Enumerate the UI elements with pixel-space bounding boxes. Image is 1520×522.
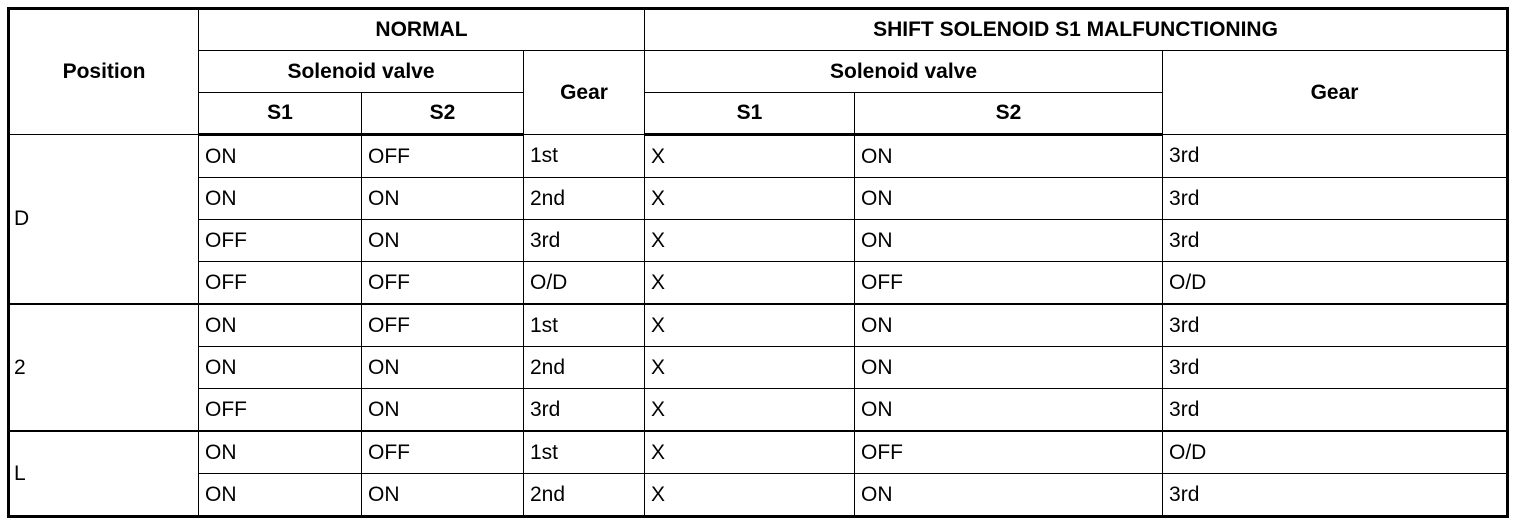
malfunction-s1-cell: X (645, 389, 855, 432)
normal-s1-cell: ON (199, 474, 362, 517)
table-body (9, 135, 1508, 517)
normal-s2-cell: OFF (362, 262, 524, 305)
normal-s1-cell: ON (199, 178, 362, 220)
table-row (9, 178, 1508, 220)
malfunction-gear-cell: 3rd (1163, 220, 1508, 262)
malfunction-s2-cell: OFF (855, 431, 1163, 474)
position-cell: 2 (9, 304, 199, 431)
normal-s1-cell: OFF (199, 220, 362, 262)
table-row (9, 304, 1508, 347)
normal-gear-cell: 3rd (524, 220, 645, 262)
malfunction-s1-cell: X (645, 474, 855, 517)
malfunction-s1-cell: X (645, 304, 855, 347)
normal-s1-cell: OFF (199, 389, 362, 432)
malfunction-gear-cell: O/D (1163, 431, 1508, 474)
malfunction-header: SHIFT SOLENOID S1 MALFUNCTIONING (645, 9, 1508, 51)
normal-s1-cell: OFF (199, 262, 362, 305)
solenoid-valve-malfunction-header: Solenoid valve (645, 51, 1163, 93)
normal-gear-cell: O/D (524, 262, 645, 305)
normal-s1-cell: ON (199, 304, 362, 347)
s2-normal-header: S2 (362, 93, 524, 135)
malfunction-gear-cell: 3rd (1163, 474, 1508, 517)
s1-malfunction-header: S1 (645, 93, 855, 135)
malfunction-gear-cell: O/D (1163, 262, 1508, 305)
malfunction-gear-cell: 3rd (1163, 347, 1508, 389)
malfunction-s2-cell: ON (855, 135, 1163, 178)
malfunction-s2-cell: ON (855, 304, 1163, 347)
normal-gear-cell: 1st (524, 135, 645, 178)
table-row (9, 347, 1508, 389)
table-row (9, 262, 1508, 305)
normal-s2-cell: OFF (362, 135, 524, 178)
malfunction-s2-cell: OFF (855, 262, 1163, 305)
normal-s2-cell: ON (362, 347, 524, 389)
normal-gear-cell: 1st (524, 304, 645, 347)
normal-gear-cell: 2nd (524, 474, 645, 517)
normal-header: NORMAL (199, 9, 645, 51)
malfunction-gear-cell: 3rd (1163, 135, 1508, 178)
malfunction-s2-cell: ON (855, 220, 1163, 262)
solenoid-gear-table (7, 7, 1509, 518)
normal-s2-cell: ON (362, 474, 524, 517)
normal-s2-cell: ON (362, 389, 524, 432)
malfunction-s2-cell: ON (855, 178, 1163, 220)
normal-s1-cell: ON (199, 431, 362, 474)
malfunction-s1-cell: X (645, 262, 855, 305)
normal-s2-cell: ON (362, 178, 524, 220)
table-row (9, 431, 1508, 474)
gear-malfunction-header: Gear (1163, 51, 1508, 135)
malfunction-gear-cell: 3rd (1163, 389, 1508, 432)
normal-s2-cell: ON (362, 220, 524, 262)
malfunction-s2-cell: ON (855, 474, 1163, 517)
s2-malfunction-header: S2 (855, 93, 1163, 135)
malfunction-s2-cell: ON (855, 389, 1163, 432)
normal-gear-cell: 1st (524, 431, 645, 474)
position-cell: D (9, 135, 199, 305)
normal-gear-cell: 3rd (524, 389, 645, 432)
malfunction-gear-cell: 3rd (1163, 178, 1508, 220)
position-header: Position (9, 9, 199, 135)
normal-s1-cell: ON (199, 347, 362, 389)
table-row (9, 389, 1508, 432)
normal-s2-cell: OFF (362, 431, 524, 474)
table-row (9, 135, 1508, 178)
table-row (9, 220, 1508, 262)
s1-normal-header: S1 (199, 93, 362, 135)
malfunction-gear-cell: 3rd (1163, 304, 1508, 347)
position-cell: L (9, 431, 199, 517)
malfunction-s1-cell: X (645, 178, 855, 220)
table-header (9, 9, 1508, 135)
table-row (9, 474, 1508, 517)
malfunction-s1-cell: X (645, 431, 855, 474)
normal-gear-cell: 2nd (524, 178, 645, 220)
malfunction-s2-cell: ON (855, 347, 1163, 389)
normal-s1-cell: ON (199, 135, 362, 178)
malfunction-s1-cell: X (645, 135, 855, 178)
normal-gear-cell: 2nd (524, 347, 645, 389)
normal-s2-cell: OFF (362, 304, 524, 347)
malfunction-s1-cell: X (645, 220, 855, 262)
malfunction-s1-cell: X (645, 347, 855, 389)
solenoid-valve-normal-header: Solenoid valve (199, 51, 524, 93)
gear-normal-header: Gear (524, 51, 645, 135)
